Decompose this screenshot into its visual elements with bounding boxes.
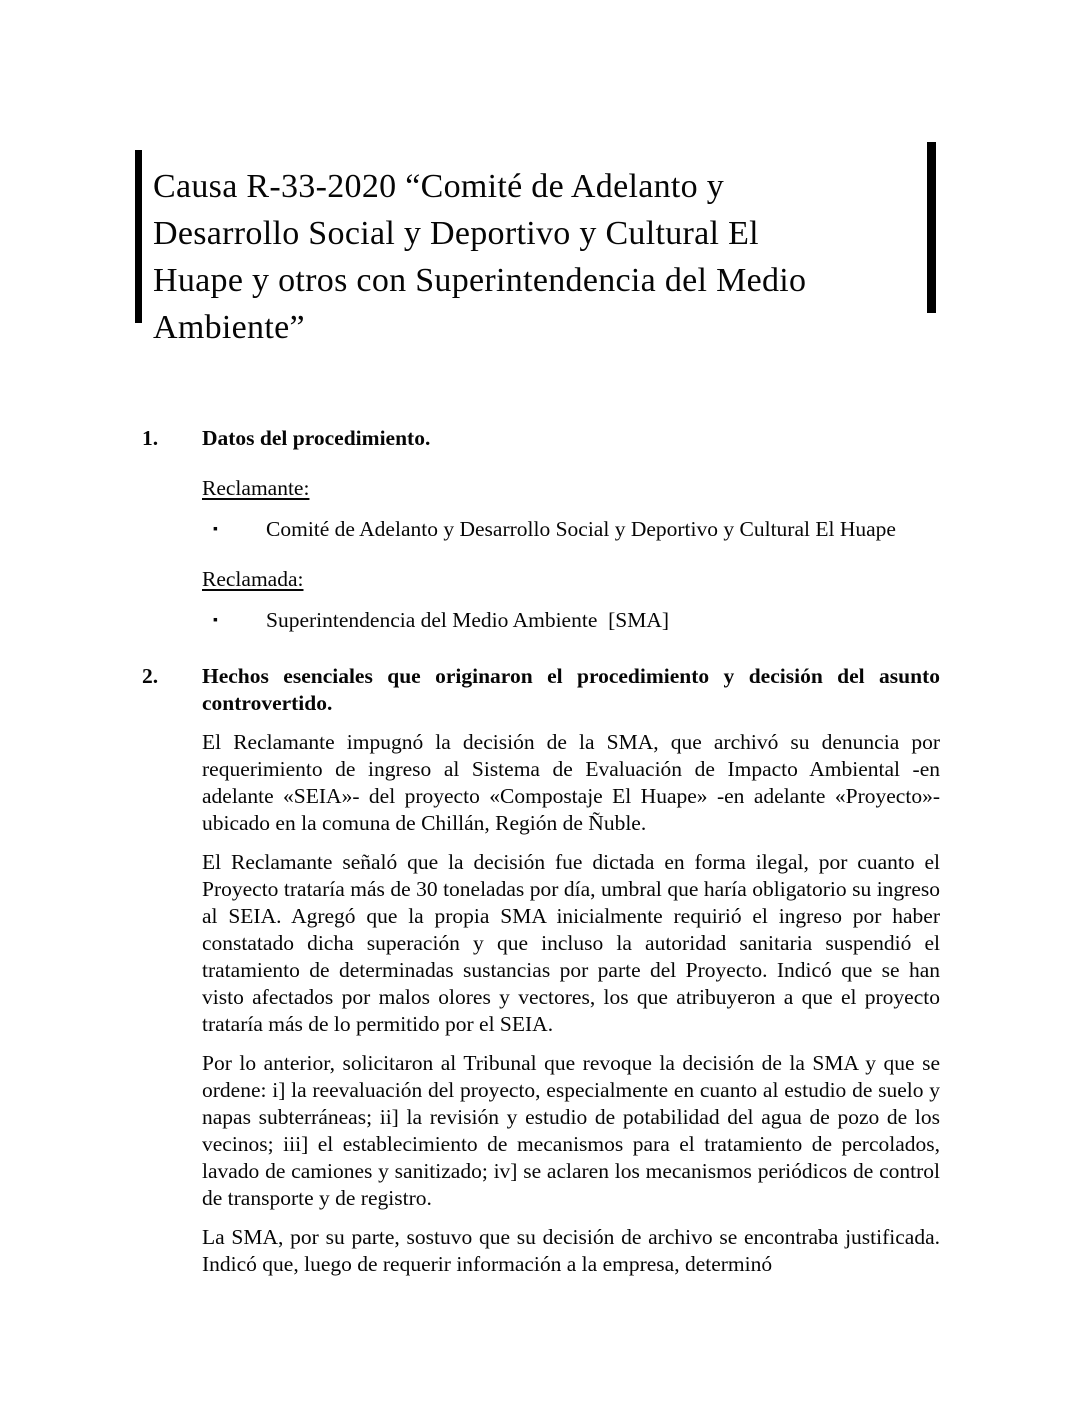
section-2-heading bbox=[142, 663, 940, 717]
paragraph-1: El Reclamante impugnó la decisión de la SMA, que archivó su denuncia por requerimiento de ingreso al Sistema de Evaluación de Impacto Ambiental -en adelante «SEIA»- del proyecto «Compostaje El Huape» -en adelante «Proyecto»- ubicado en la comuna de Chillán, Región de Ñuble. bbox=[202, 730, 940, 835]
respondent-label: Reclamada: bbox=[202, 567, 304, 591]
title-accent-bar-right bbox=[927, 142, 936, 313]
respondent-name: Superintendencia del Medio Ambiente [SMA] bbox=[266, 608, 670, 632]
section-2-title: Hechos esenciales que originaron el procedimiento y decisión del asunto controvertido. bbox=[202, 664, 940, 715]
paragraph-3: Por lo anterior, solicitaron al Tribunal que revoque la decisión de la SMA y que se ordene: i] la reevaluación del proyecto, especialmente en cuanto al estudio de suelo y napas subterráneas; ii] la revisión y estudio de potabilidad del agua de pozo de los vecinos; iii] el establecimiento de mecanismos para el tratamiento de percolados, lavado de camiones y sanitizado; iv] se aclaren los mecanismos periódicos de control de transporte y de registro. bbox=[202, 1051, 940, 1210]
section-1-heading bbox=[142, 425, 940, 452]
section-2-body bbox=[202, 729, 940, 1278]
square-bullet-icon: ▪ bbox=[213, 613, 218, 628]
square-bullet-icon: ▪ bbox=[213, 522, 218, 537]
case-title-line-4: Ambiente” bbox=[153, 309, 305, 346]
document-body bbox=[142, 425, 940, 1278]
section-1-title: Datos del procedimiento. bbox=[202, 426, 431, 450]
case-title-line-1: Causa R-33-2020 “Comité de Adelanto y bbox=[153, 168, 725, 205]
paragraph-4: La SMA, por su parte, sostuvo que su decisión de archivo se encontraba justificada. Indicó que, luego de requerir información a la empresa, determinó bbox=[202, 1225, 940, 1276]
title-accent-bar-left bbox=[135, 150, 142, 323]
section-1-body bbox=[202, 475, 940, 634]
claimant-list-item bbox=[202, 516, 940, 543]
claimant-name: Comité de Adelanto y Desarrollo Social y Deportivo y Cultural El Huape bbox=[266, 517, 896, 541]
case-title-line-2: Desarrollo Social y Deportivo y Cultural El bbox=[153, 215, 759, 252]
section-1-number: 1. bbox=[142, 426, 159, 450]
section-2-number: 2. bbox=[142, 664, 159, 688]
case-title-line-3: Huape y otros con Superintendencia del Medio bbox=[153, 262, 807, 299]
respondent-list-item bbox=[202, 607, 940, 634]
claimant-label: Reclamante: bbox=[202, 476, 310, 500]
paragraph-2: El Reclamante señaló que la decisión fue dictada en forma ilegal, por cuanto el Proyecto trataría más de 30 toneladas por día, umbral que haría obligatorio su ingreso al SEIA. Agregó que la propia SMA inicialmente requirió el ingreso por haber constatado dicha superación y que incluso la autoridad sanitaria suspendió el tratamiento de determinadas sustancias por parte del Proyecto. Indicó que se han visto afectados por malos olores y vectores, los que atribuyeron a que el proyecto trataría más de lo permitido por el SEIA. bbox=[202, 850, 940, 1036]
case-title bbox=[153, 163, 806, 351]
